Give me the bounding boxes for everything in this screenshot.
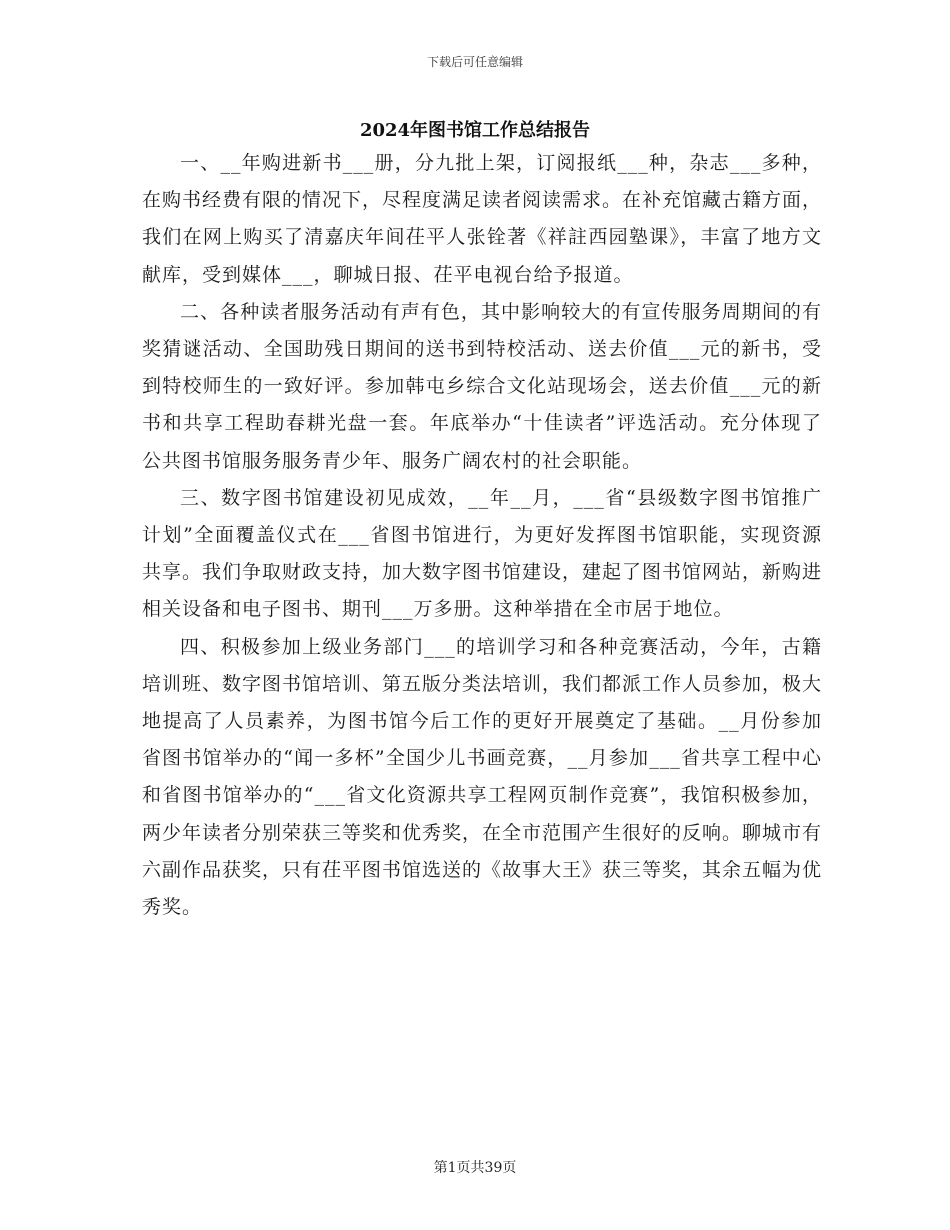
document-body (142, 145, 822, 926)
page-number: 第1页共39页 (433, 1160, 517, 1176)
paragraph-3: 三、数字图书馆建设初见成效，__年__月，___省“县级数字图书馆推广计划”全面覆盖仪式在___省图书馆进行，为更好发挥图书馆职能，实现资源共享。我们争取财政支持，加大数字图书馆建设，建起了图书馆网站，新购进相关设备和电子图书、期刊___万多册。这种举措在全市居于地位。 (142, 486, 823, 621)
header-note: 下载后可任意编辑 (426, 55, 523, 69)
paragraph-4: 四、积极参加上级业务部门___的培训学习和各种竞赛活动，今年，古籍培训班、数字图书馆培训、第五版分类法培训，我们都派工作人员参加，极大地提高了人员素养，为图书馆今后工作的更好开展奠定了基础。__月份参加省图书馆举办的“闻一多杯”全国少儿书画竞赛，__月参加___省共享工程中心和省图书馆举办的“___省文化资源共享工程网页制作竞赛”，我馆积极参加，两少年读者分别荣获三等奖和优秀奖，在全市范围产生很好的反响。聊城市有六副作品获奖，只有茌平图书馆选送的《故事大王》获三等奖，其余五幅为优秀奖。 (142, 635, 823, 919)
paragraph-1: 一、__年购进新书___册，分九批上架，订阅报纸___种，杂志___多种，在购书经费有限的情况下，尽程度满足读者阅读需求。在补充馆藏古籍方面，我们在网上购买了清嘉庆年间茌平人张铨著《祥註西园塾课》，丰富了地方文献库，受到媒体___，聊城日报、茌平电视台给予报道。 (142, 152, 823, 286)
document-title: 2024年图书馆工作总结报告 (359, 120, 591, 141)
paragraph-2: 二、各种读者服务活动有声有色，其中影响较大的有宣传服务周期间的有奖猜谜活动、全国助残日期间的送书到特校活动、送去价值___元的新书，受到特校师生的一致好评。参加韩屯乡综合文化站现场会，送去价值___元的新书和共享工程助春耕光盘一套。年底举办“十佳读者”评选活动。充分体现了公共图书馆服务服务青少年、服务广阔农村的社会职能。 (142, 300, 822, 472)
